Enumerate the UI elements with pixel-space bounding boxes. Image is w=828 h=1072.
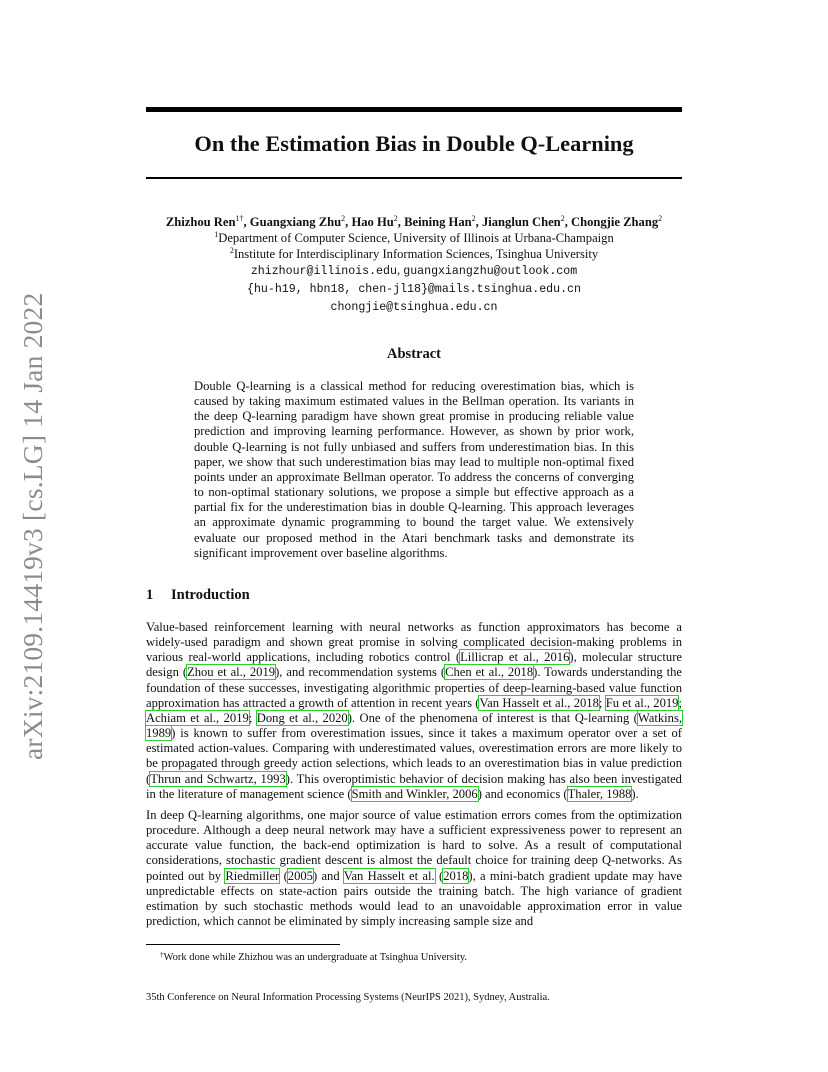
email[interactable]: zhizhour@illinois.edu [250, 265, 397, 278]
citation-link[interactable]: Achiam et al., 2019 [146, 710, 249, 725]
arxiv-stamp: arXiv:2109.14419v3 [cs.LG] 14 Jan 2022 [17, 292, 48, 760]
affiliation-2: $^2$Institute for Interdisciplinary Information Sciences, Tsinghua University [229, 246, 599, 261]
email-line-3 [130, 298, 698, 316]
title-rule-top [146, 107, 682, 112]
abstract-heading: Abstract [387, 346, 441, 362]
author-sup: 2 [560, 214, 565, 223]
section-heading [146, 586, 250, 604]
citation-link[interactable]: Dong et al., 2020 [256, 710, 348, 725]
citation-link[interactable]: Zhou et al., 2019 [187, 665, 276, 680]
author-name: Beining Han [404, 215, 472, 229]
author-sup: 2 [471, 214, 476, 223]
citation-link[interactable]: Van Hasselt et al., 2018 [479, 695, 599, 710]
email-line-2 [130, 280, 698, 298]
email[interactable]: chongjie@tsinghua.edu.cn [330, 301, 498, 314]
email[interactable]: {hu-h19, hbn18, chen-jl18}@mails.tsinghua.edu.cn [247, 283, 581, 296]
email-line-1: zhizhour@illinois.edu, guangxiangzhu@outlook.com [250, 263, 578, 278]
author-names: Zhizhou Ren$^{1\dagger}$, Guangxiang Zhu$^2$, Hao Hu$^2$, Beining Han$^2$, Jianglun Chen$^2$, Chongjie Zhang$^2$ [165, 214, 663, 229]
email[interactable]: guangxiangzhu@outlook.com [403, 265, 578, 278]
paragraph: In deep Q-learning algorithms, one major source of value estimation errors comes from the optimization procedure. Although a deep neural network may have a sufficient expressiveness power to represent an accurate value function, the back-end optimization is hard to solve. As a result of computational considerations, stochastic gradient descent is almost the default choice for training deep Q-networks. As pointed out by Riedmiller (2005) and Van Hasselt et al. (2018), a mini-batch gradient update may have unpredictable effects on state-action pairs outside the training batch. The high variance of gradient estimation by such stochastic methods would lead to an unavoidable approximation error in value prediction, which cannot be eliminated by simply increasing sample size and [146, 807, 683, 928]
citation-link[interactable]: Van Hasselt et al. [343, 868, 435, 883]
author-name: Chongjie Zhang [570, 215, 659, 229]
footnote-mark: † [160, 951, 164, 959]
citation-link[interactable]: Riedmiller [225, 868, 280, 883]
citation-link[interactable]: Smith and Winkler, 2006 [351, 786, 478, 801]
section-title: Introduction [171, 587, 250, 603]
author-name: Guangxiang Zhu [249, 215, 342, 229]
title-rule-bottom [146, 177, 682, 179]
paragraph: Value-based reinforcement learning with neural networks as function approximators has become a widely-used paradigm and shown great promise in solving complicated decision-making problems in various real-world applications, including robotics control (Lillicrap et al., 2016), molecular structure design (Zhou et al., 2019), and recommendation systems (Chen et al., 2018). Towards understanding the foundation of these successes, investigating algorithmic properties of deep-learning-based value function approximation has attracted a growth of attention in recent years (Van Hasselt et al., 2018; Fu et al., 2019; Achiam et al., 2019; Dong et al., 2020). One of the phenomena of interest is that Q-learning (Watkins, 1989) is known to suffer from overestimation issues, since it takes a maximum operator over a set of estimated action-values. Comparing with underestimated values, overestimation errors are more likely to be propagated through greedy action selections, which leads to an overestimation bias in value prediction (Thrun and Schwartz, 1993). This overoptimistic behavior of decision making has also been investigated in the literature of management science (Smith and Winkler, 2006) and economics (Thaler, 1988). [146, 620, 682, 801]
citation-link[interactable]: Thrun and Schwartz, 1993 [150, 771, 286, 786]
citation-link[interactable]: 2005 [287, 868, 313, 883]
conference-note: 35th Conference on Neural Information Processing Systems (NeurIPS 2021), Sydney, Australia. [146, 992, 550, 1003]
citation-link[interactable]: Watkins, 1989 [146, 710, 682, 741]
author-sup: 2 [393, 214, 398, 223]
body-text [146, 620, 682, 935]
footnote-rule [146, 944, 340, 945]
author-sup: 2 [341, 214, 346, 223]
citation-link[interactable]: Lillicrap et al., 2016 [460, 650, 570, 665]
abstract-text: Double Q-learning is a classical method for reducing overestimation bias, which is caused by taking maximum estimated values in the Bellman operation. Its variants in the deep Q-learning paradigm have shown great promise in producing reliable value prediction and improving learning performance. However, as shown by prior work, double Q-learning is not fully unbiased and suffers from underestimation bias. In this paper, we show that such underestimation bias may lead to multiple non-optimal fixed points under an approximate Bellman operator. To address the concerns of converging to non-optimal stationary solutions, we propose a simple but effective approach as a partial fix for the underestimation bias in double Q-learning. This approach leverages an approximate dynamic programming to bound the target value. We extensively evaluate our proposed method in the Atari benchmark tasks and demonstrate its significant improvement over baseline algorithms. [194, 379, 634, 560]
author-name: Hao Hu [351, 215, 394, 229]
citation-link[interactable]: 2018 [443, 868, 469, 883]
paper-title: On the Estimation Bias in Double Q-Learning [194, 131, 634, 156]
section-number: 1 [146, 587, 154, 603]
author-sup: 1† [235, 214, 244, 223]
affiliation-1: $^1$Department of Computer Science, University of Illinois at Urbana-Champaign [214, 230, 614, 245]
author-sup: 2 [658, 214, 663, 223]
footnote [160, 951, 680, 964]
author-block [130, 214, 698, 316]
author-name: Zhizhou Ren [165, 215, 236, 229]
author-name: Jianglun Chen [481, 215, 561, 229]
citation-link[interactable]: Fu et al., 2019 [605, 695, 679, 710]
citation-link[interactable]: Chen et al., 2018 [445, 665, 534, 680]
citation-link[interactable]: Thaler, 1988 [567, 786, 632, 801]
footnote-text: Work done while Zhizhou was an undergraduate at Tsinghua University. [163, 952, 468, 963]
